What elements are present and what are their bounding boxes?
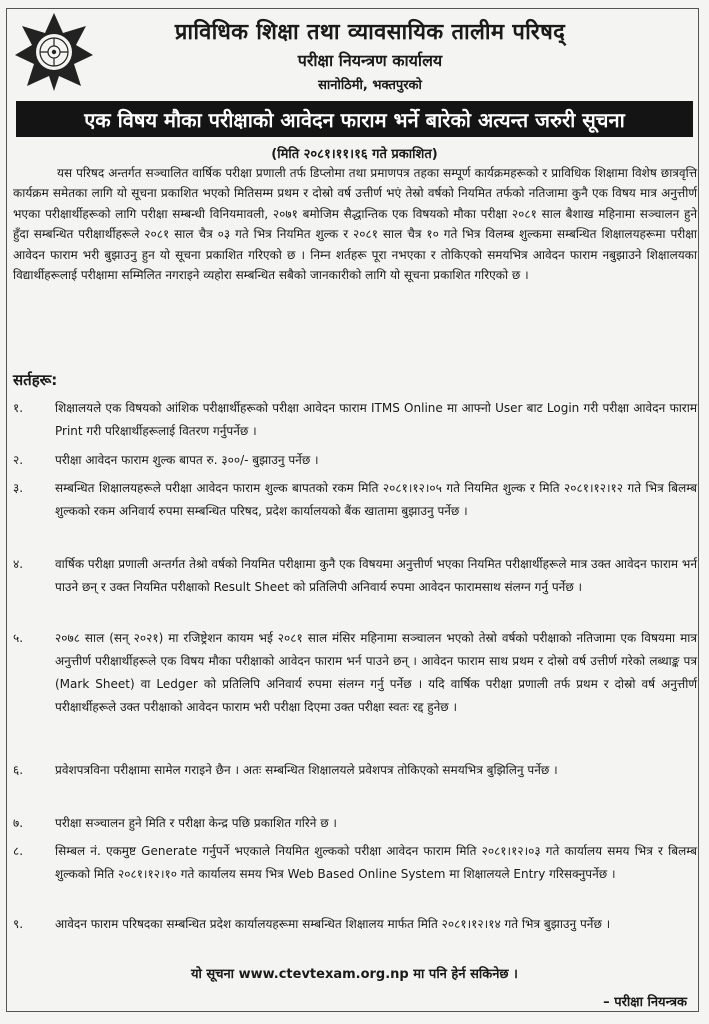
condition-item [13, 449, 697, 472]
condition-item [13, 812, 697, 835]
condition-text: सम्बन्धित शिक्षालयहरूले परीक्षा आवेदन फाराम शुल्क बापतको रकम मिति २०८१।१२।०५ गते नियमित शुल्क र मिति २०८१।१२।१२ गते भित्र बिलम्ब शुल्कको रकम अनिवार्य रुपमा सम्बन्धित परिषद, प्रदेश कार्यालयको बैंक खातामा बुझाउनु पर्नेछ । [55, 481, 697, 518]
signature-line: – परीक्षा नियन्त्रक [603, 995, 687, 1010]
condition-text: परीक्षा सञ्चालन हुने मिति र परीक्षा केन्द्र पछि प्रकाशित गरिने छ । [55, 816, 337, 830]
condition-text: शिक्षालयले एक विषयको आंशिक परीक्षार्थीहरूको परीक्षा आवेदन फाराम ITMS Online मा आफ्नो User बाट Login गरी परीक्षा आवेदन फाराम Print गरी परिक्षार्थीहरूलाई वितरण गर्नुपर्नेछ । [55, 401, 697, 438]
office-address: सानोठिमी, भक्तपुरको [318, 78, 422, 93]
condition-number: ९. [13, 917, 24, 931]
condition-text: परीक्षा आवेदन फाराम शुल्क बापत रु. ३००/- बुझाउनु पर्नेछ । [55, 453, 319, 467]
notice-headline: एक विषय मौका परीक्षाको आवेदन फाराम भर्ने बारेको अत्यन्त जरुरी सूचना [84, 107, 625, 132]
website-footer: यो सूचना www.ctevtexam.org.np मा पनि हेर्न सकिनेछ । [190, 967, 518, 982]
condition-item [13, 627, 697, 719]
office-name: परीक्षा नियन्त्रण कार्यालय [297, 51, 443, 70]
condition-item [13, 759, 697, 782]
condition-text: वार्षिक परीक्षा प्रणाली अन्तर्गत तेश्रो वर्षको नियमित परीक्षामा कुनै एक विषयमा अनुत्तीर्ण भएका नियमित परीक्षार्थीहरूले मात्र उक्त आवेदन फाराम भर्न पाउने छन् र उक्त नियमित परीक्षाको Result Sheet को प्रतिलिपी अनिवार्य रुपमा आवेदन फारामसाथ संलग्न गर्नु पर्नेछ । [55, 557, 697, 594]
notice-headline-banner [16, 101, 693, 137]
intro-paragraph: यस परिषद अन्तर्गत सञ्चालित वार्षिक परीक्षा प्रणाली तर्फ डिप्लोमा तथा प्रमाणपत्र तहका सम्पूर्ण कार्यक्रमहरूको र प्राविधिक शिक्षामा विशेष छात्रवृत्ति कार्यक्रम समेतका लागि यो सूचना प्रकाशित भएको मितिसम्म प्रथम र दोस्रो वर्ष उत्तीर्ण भएं तेस्रो वर्षको नियमित तर्फको नतिजामा कुनै एक विषय मात्र अनुत्तीर्ण भएका परीक्षार्थीहरूको लागि परीक्षा सम्बन्धी विनियमावली, २०७१ बमोजिम सैद्धान्तिक एक विषयको मौका परीक्षा २०८१ साल बैशाख महिनामा सञ्चालन हुने हुँदा सम्बन्धित परीक्षार्थीहरूले २०८१ साल चैत्र ०३ गते भित्र नियमित शुल्क र २०८१ साल चैत्र १० गते भित्र विलम्ब शुल्कमा सम्बन्धित शिक्षालयहरूमा परीक्षा आवेदन फाराम भरी बुझाउनु हुन यो सूचना प्रकाशित गरिएको छ । निम्न शर्तहरू पूरा नभएका र तोकिएको समयभित्र आवेदन फाराम नबुझाउने शिक्षालयका विद्यार्थीहरूलाई परीक्षामा सम्मिलित नगराइने व्यहोरा सम्बन्धित सबैको जानकारीको लागि यो सूचना प्रकाशित गरिएको छ । [13, 166, 697, 283]
condition-number: ३. [13, 481, 24, 495]
condition-item [13, 553, 697, 599]
council-emblem-icon [14, 12, 94, 92]
condition-number: ५. [13, 631, 24, 645]
condition-number: २. [13, 453, 24, 467]
condition-number: ८. [13, 844, 24, 858]
condition-item [13, 477, 697, 523]
published-date: (मिति २०८१।११।१६ गते प्रकाशित) [271, 147, 438, 162]
condition-number: ६. [13, 763, 24, 777]
condition-text: आवेदन फाराम परिषदका सम्बन्धित प्रदेश कार्यालयहरूमा सम्बन्धित शिक्षालय मार्फत मिति २०८१।१२।१४ गते भित्र बुझाउनु पर्नेछ । [55, 917, 611, 931]
condition-text: प्रवेशपत्रविना परीक्षामा सामेल गराइने छैन । अतः सम्बन्धित शिक्षालयले प्रवेशपत्र तोकिएको समयभित्र बुझिलिनु पर्नेछ । [55, 763, 558, 777]
condition-item [13, 913, 697, 936]
condition-text: २०७८ साल (सन् २०२१) मा रजिष्ट्रेशन कायम भई २०८१ साल मंसिर महिनामा सञ्चालन भएको तेस्रो वर्षको परीक्षाको नतिजामा एक विषयमा मात्र अनुत्तीर्ण परीक्षार्थीहरूले एक विषय मौका परीक्षाको आवेदन फाराम भर्न पाउने छन् । आवेदन फाराम साथ प्रथम र दोस्रो वर्ष उत्तीर्ण गरेको लब्धाङ्क पत्र (Mark Sheet) वा Ledger को प्रतिलिपि अनिवार्य रुपमा संलग्न गर्नु पर्नेछ । यदि वार्षिक परीक्षा प्रणाली तर्फ प्रथम र दोस्रो वर्ष अनुत्तीर्ण परीक्षार्थीहरूले उक्त परीक्षाको आवेदन फाराम भरी परीक्षा दिएमा उक्त परीक्षा स्वतः रद्द हुनेछ । [55, 631, 697, 714]
conditions-heading: सर्तहरू: [13, 371, 58, 389]
condition-item [13, 397, 697, 443]
condition-number: ७. [13, 816, 24, 830]
condition-number: १. [13, 401, 24, 415]
council-title: प्राविधिक शिक्षा तथा व्यावसायिक तालीम परिषद् [174, 20, 566, 45]
condition-number: ४. [13, 557, 24, 571]
condition-text: सिम्बल नं. एकमुष्ट Generate गर्नुपर्ने भएकाले नियमित शुल्कको परीक्षा आवेदन फाराम मिति २०८१।१२।०३ गते कार्यालय समय भित्र र बिलम्ब शुल्कको मिति २०८१।१२।१० गते कार्यालय समय भित्र Web Based Online System मा शिक्षालयले Entry गरिसक्नुपर्नेछ । [55, 844, 697, 881]
condition-item [13, 840, 697, 886]
